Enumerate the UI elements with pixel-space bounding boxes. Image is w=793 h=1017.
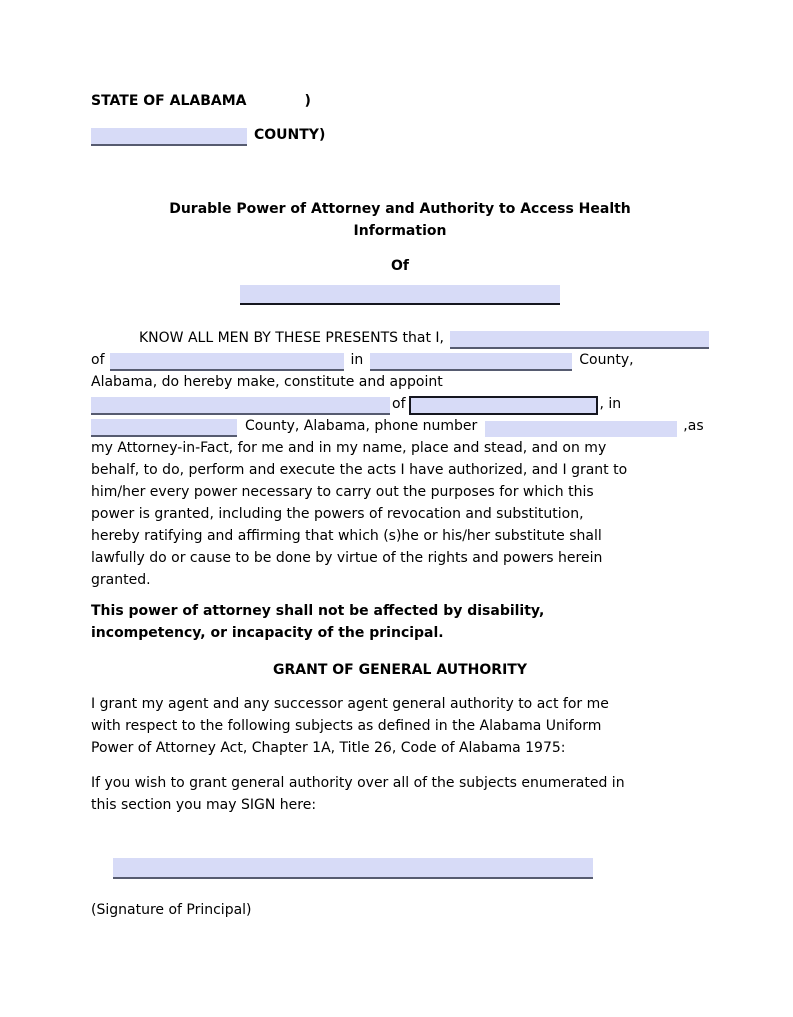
durability-clause <box>91 600 709 644</box>
opening-line1-text: KNOW ALL MEN BY THESE PRESENTS that I, <box>139 330 444 346</box>
agent-address-field[interactable] <box>409 396 598 415</box>
opening-cont-line: him/her every power necessary to carry out the purposes for which this <box>91 484 594 500</box>
opening-line4-of: of <box>392 396 406 412</box>
opening-cont-line: lawfully do or cause to be done by virtue of the rights and powers herein <box>91 550 603 566</box>
grant-line: I grant my agent and any successor agent general authority to act for me <box>91 696 609 712</box>
opening-cont-line: my Attorney-in-Fact, for me and in my name, place and stead, and on my <box>91 440 607 456</box>
principal-name-inline-field[interactable] <box>450 331 709 349</box>
opening-line1 <box>91 327 709 349</box>
sign-here-line: this section you may SIGN here: <box>91 797 317 813</box>
opening-line3: Alabama, do hereby make, constitute and appoint <box>91 374 443 390</box>
durability-line: This power of attorney shall not be affected by disability, <box>91 603 545 619</box>
opening-cont-line: power is granted, including the powers of revocation and substitution, <box>91 506 584 522</box>
title-of: Of <box>391 258 409 274</box>
opening-line5-end: ,as <box>683 418 704 434</box>
document-title-line2: Information <box>353 223 447 239</box>
document-title-line1: Durable Power of Attorney and Authority to Access Health <box>169 201 631 217</box>
county-caption-line <box>91 124 709 146</box>
sign-here-paragraph <box>91 772 709 816</box>
principal-county-field[interactable] <box>370 353 572 371</box>
opening-cont-line: granted. <box>91 572 151 588</box>
principal-name-field[interactable] <box>240 285 560 305</box>
county-field[interactable] <box>91 128 247 146</box>
opening-line2-county: County, <box>579 352 634 368</box>
grant-line: Power of Attorney Act, Chapter 1A, Title 26, Code of Alabama 1975: <box>91 740 566 756</box>
opening-cont-line: behalf, to do, perform and execute the acts I have authorized, and I grant to <box>91 462 628 478</box>
opening-line2-of: of <box>91 352 105 368</box>
signature-caption: (Signature of Principal) <box>91 902 252 918</box>
signature-field-wrap <box>113 858 709 879</box>
opening-line4-in: , in <box>599 396 622 412</box>
principal-address-field[interactable] <box>110 353 344 371</box>
opening-line2 <box>91 349 709 371</box>
agent-county-field[interactable] <box>91 419 237 437</box>
opening-line2-in: in <box>350 352 364 368</box>
state-caption: STATE OF ALABAMA <box>91 93 247 109</box>
opening-cont-line: hereby ratifying and affirming that which (s)he or his/her substitute shall <box>91 528 602 544</box>
opening-paragraph <box>91 327 709 591</box>
opening-line5 <box>91 415 709 437</box>
grant-line: with respect to the following subjects as defined in the Alabama Uniform <box>91 718 602 734</box>
state-paren: ) <box>304 93 311 109</box>
county-caption: COUNTY) <box>254 127 326 143</box>
opening-line5-mid: County, Alabama, phone number <box>245 418 478 434</box>
agent-name-field[interactable] <box>91 397 390 415</box>
principal-name-field-wrap <box>91 285 709 305</box>
principal-signature-field[interactable] <box>113 858 593 879</box>
sign-here-line: If you wish to grant general authority over all of the subjects enumerated in <box>91 775 625 791</box>
opening-line4 <box>91 393 709 415</box>
agent-phone-field[interactable] <box>485 421 677 437</box>
state-caption-line <box>91 90 709 112</box>
section-heading: GRANT OF GENERAL AUTHORITY <box>273 662 527 678</box>
durability-line: incompetency, or incapacity of the principal. <box>91 625 444 641</box>
grant-paragraph <box>91 693 709 759</box>
